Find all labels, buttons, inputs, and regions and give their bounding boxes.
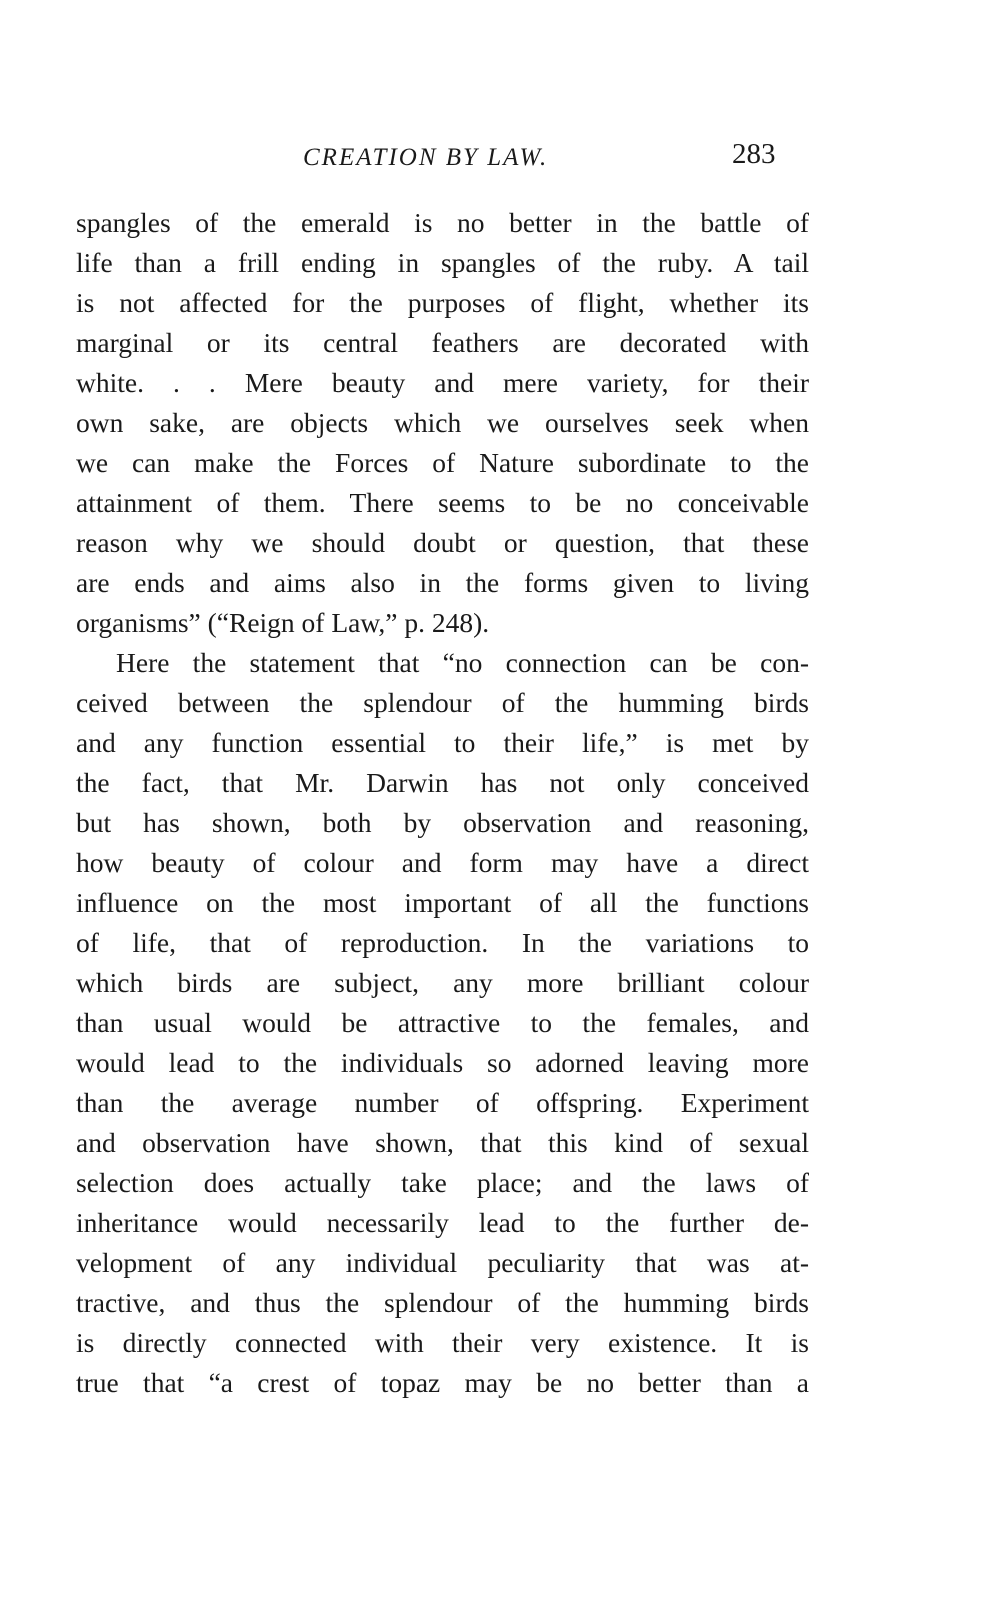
text-line: which birds are subject, any more brilliant colour [76,967,809,998]
text-line: we can make the Forces of Nature subordinate to the [76,447,809,478]
text-line: organisms” (“Reign of Law,” p. 248). [76,607,490,638]
text-line: selection does actually take place; and the laws of [76,1167,809,1198]
text-line: is not affected for the purposes of flight, whether its [76,287,809,318]
text-line: ceived between the splendour of the humming birds [76,687,809,718]
text-line: are ends and aims also in the forms given to living [76,567,809,598]
text-line: marginal or its central feathers are decorated with [76,327,809,358]
text-line: than the average number of offspring. Experiment [76,1087,809,1118]
text-line: would lead to the individuals so adorned leaving more [76,1047,809,1078]
text-line: but has shown, both by observation and reasoning, [76,807,809,838]
text-line: influence on the most important of all the functions [76,887,809,918]
body-text [76,203,809,1403]
text-line: and observation have shown, that this kind of sexual [76,1127,809,1158]
paragraph-start-line: Here the statement that “no connection can be con- [116,647,809,678]
text-line: tractive, and thus the splendour of the humming birds [76,1287,809,1318]
running-head-title: CREATION BY LAW. [303,144,549,171]
text-line: reason why we should doubt or question, that these [76,527,809,558]
text-line: of life, that of reproduction. In the variations to [76,927,809,958]
text-line: own sake, are objects which we ourselves seek when [76,407,809,438]
text-line: spangles of the emerald is no better in the battle of [76,207,809,238]
page-number: 283 [732,138,776,170]
text-line: and any function essential to their life,” is met by [76,727,809,758]
text-line: true that “a crest of topaz may be no better than a [76,1367,809,1398]
text-line: life than a frill ending in spangles of the ruby. A tail [76,247,809,278]
text-line: how beauty of colour and form may have a direct [76,847,809,878]
text-line: attainment of them. There seems to be no conceivable [76,487,809,518]
text-line: than usual would be attractive to the females, and [76,1007,809,1038]
text-line: velopment of any individual peculiarity that was at- [76,1247,809,1278]
text-line: is directly connected with their very existence. It is [76,1327,809,1358]
text-line: inheritance would necessarily lead to the further de- [76,1207,809,1238]
running-header [0,138,1000,178]
text-line: the fact, that Mr. Darwin has not only conceived [76,767,809,798]
text-line: white. . . Mere beauty and mere variety, for their [76,367,809,398]
